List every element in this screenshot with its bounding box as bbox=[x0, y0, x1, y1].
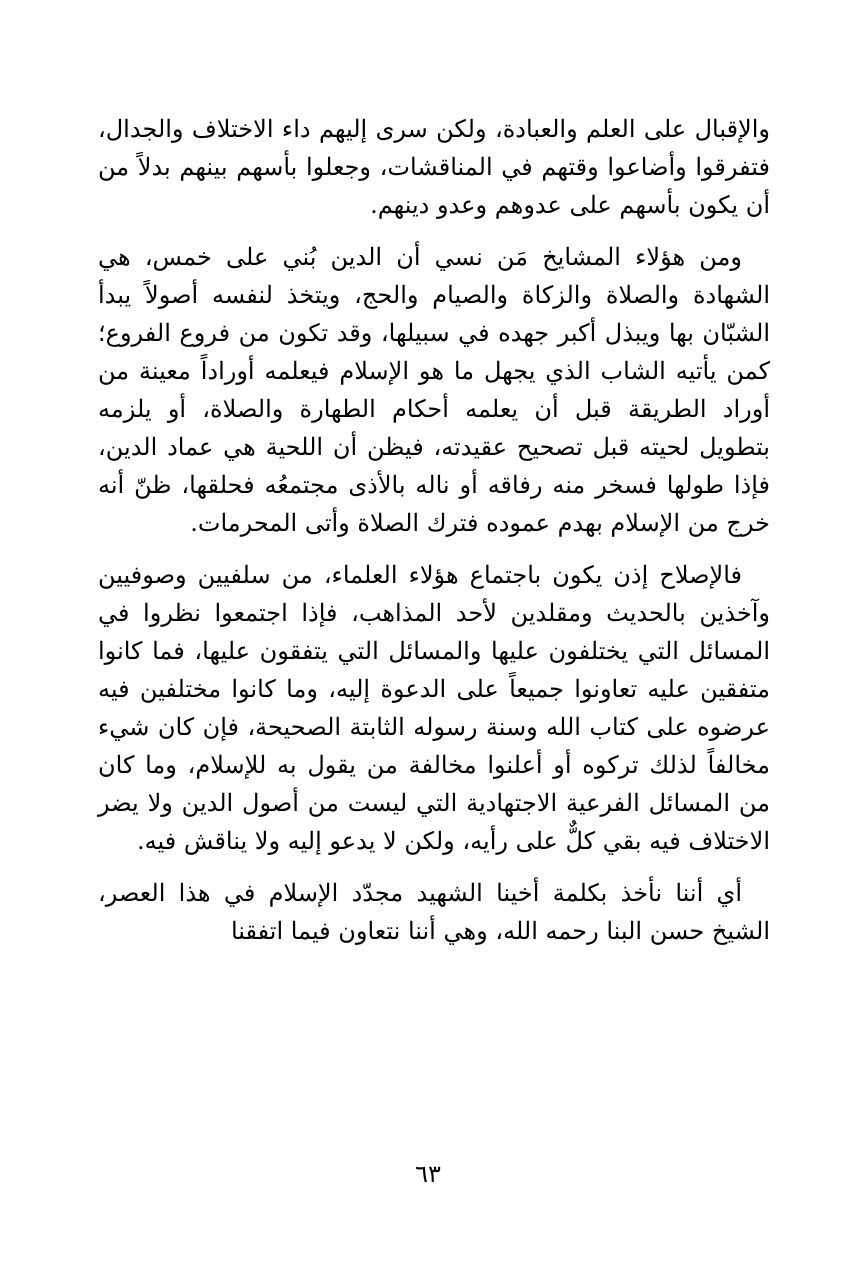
paragraph-4: أي أننا نأخذ بكلمة أخينا الشهيد مجدّد الإسلام في هذا العصر، الشيخ حسن البنا رحمه الله، وهي أننا نتعاون فيما اتفقنا bbox=[98, 879, 770, 945]
body-text bbox=[98, 110, 770, 964]
paragraph-2: ومن هؤلاء المشايخ مَن نسي أن الدين بُني على خمس، هي الشهادة والصلاة والزكاة والصيام والحج، ويتخذ لنفسه أصولاً يبدأ الشبّان بها ويبذل أكبر جهده في سبيلها، وقد تكون من فروع الفروع؛ كمن يأتيه الشاب الذي يجهل ما هو الإسلام فيعلمه أوراداً معينة من أوراد الطريقة قبل أن يعلمه أحكام الطهارة والصلاة، أو يلزمه بتطويل لحيته قبل تصحيح عقيدته، فيظن أن اللحية هي عماد الدين، فإذا طولها فسخر منه رفاقه أو ناله بالأذى مجتمعُه فحلقها، ظنّ أنه خرج من الإسلام بهدم عموده فترك الصلاة وأتى المحرمات. bbox=[98, 243, 771, 537]
page-number: ٦٣ bbox=[415, 1160, 441, 1188]
paragraph-1: والإقبال على العلم والعبادة، ولكن سرى إليهم داء الاختلاف والجدال، فتفرقوا وأضاعوا وقتهم في المناقشات، وجعلوا بأسهم بينهم بدلاً من أن يكون بأسهم على عدوهم وعدو دينهم. bbox=[98, 115, 770, 219]
paragraph-3: فالإصلاح إذن يكون باجتماع هؤلاء العلماء، من سلفيين وصوفيين وآخذين بالحديث ومقلدين لأحد المذاهب، فإذا اجتمعوا نظروا في المسائل التي يختلفون عليها والمسائل التي يتفقون عليها، فما كانوا متفقين عليه تعاونوا جميعاً على الدعوة إليه، وما كانوا مختلفين فيه عرضوه على كتاب الله وسنة رسوله الثابتة الصحيحة، فإن كان شيء مخالفاً لذلك تركوه أو أعلنوا مخالفة من يقول به للإسلام، وما كان من المسائل الفرعية الاجتهادية التي ليست من أصول الدين ولا يضر الاختلاف فيه بقي كلٌّ على رأيه، ولكن لا يدعو إليه ولا يناقش فيه. bbox=[98, 561, 770, 855]
